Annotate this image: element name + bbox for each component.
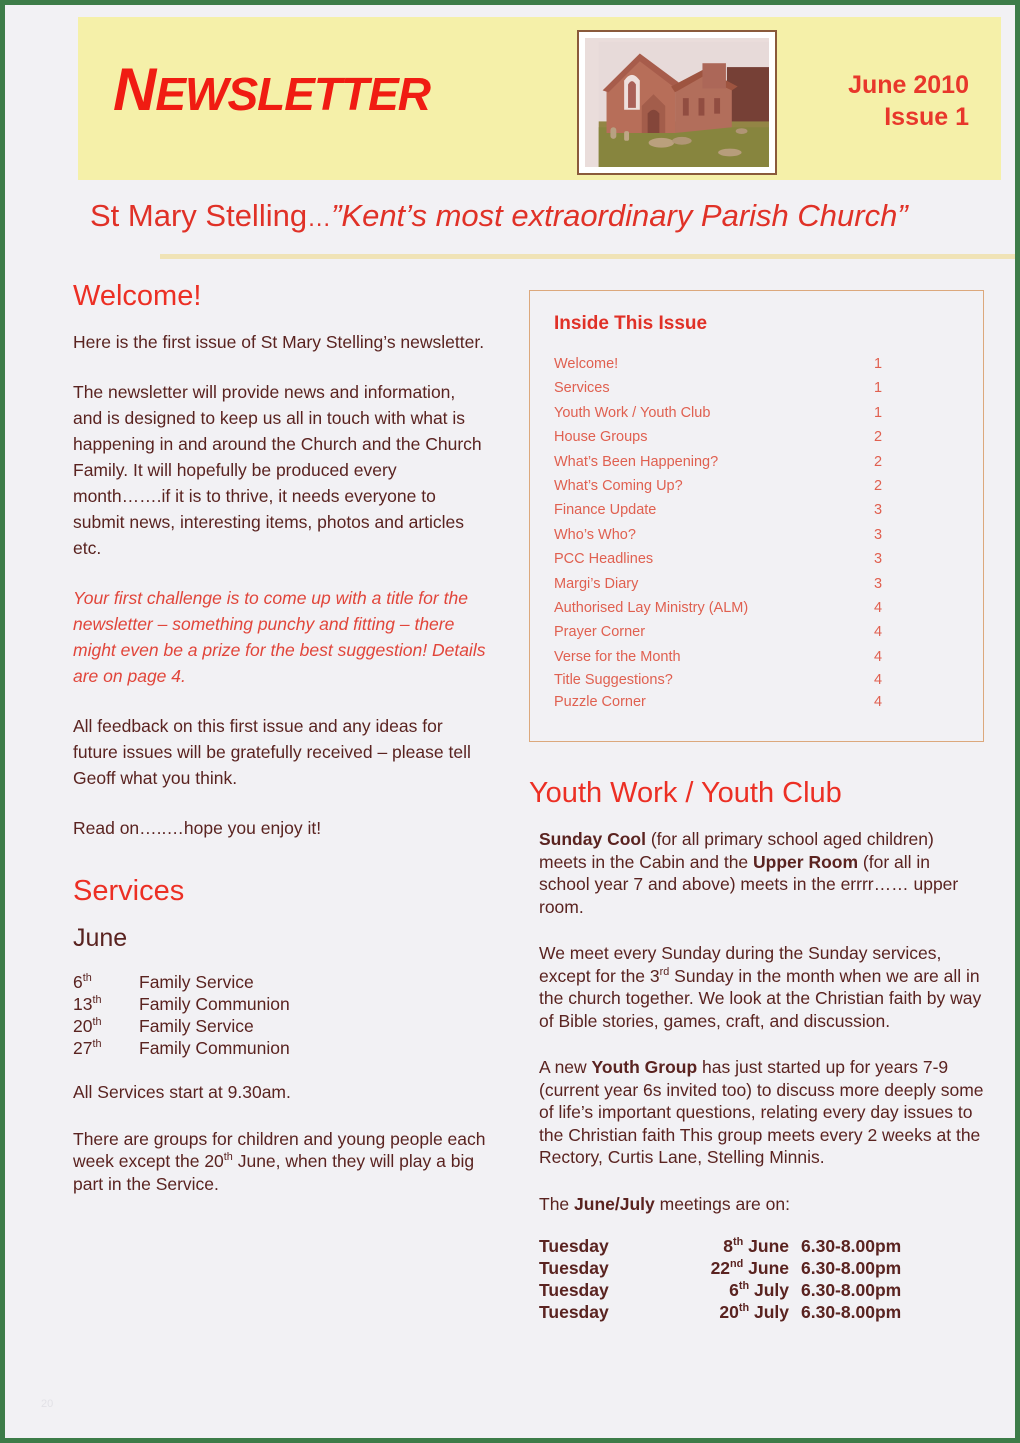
welcome-paragraph-4: Read on…..…hope you enjoy it! — [73, 818, 322, 838]
meeting-month: June — [743, 1258, 789, 1278]
table-row — [539, 1257, 901, 1279]
title-rest: EWSLETTER — [155, 68, 431, 120]
youth-p1-end: (for all in school year 7 and above) meets in the errrr…… upper room. — [539, 851, 959, 917]
meetings-table — [539, 1235, 901, 1323]
service-ordinal: th — [92, 994, 102, 1007]
meeting-date-ordinal: th — [738, 1280, 750, 1293]
sunday-cool-label: Sunday Cool — [539, 829, 646, 849]
meeting-date-ordinal: th — [733, 1236, 744, 1249]
title-first-letter: N — [113, 56, 156, 123]
meeting-time: 6.30-8.00pm — [801, 1302, 902, 1322]
groups-note-part-1: There are groups for children and young people each week except the 20 — [73, 1128, 486, 1171]
masthead-banner — [78, 17, 1001, 180]
youth-p4-start: The — [539, 1193, 575, 1214]
toc-item-page: 2 — [874, 429, 883, 446]
toc-item-page: 2 — [874, 453, 883, 470]
services-table-body — [73, 971, 290, 1059]
toc-item-label: Welcome! — [554, 356, 619, 372]
list-item[interactable] — [554, 474, 959, 498]
toc-item-page: 4 — [874, 648, 883, 665]
june-july-label: June/July — [574, 1193, 655, 1214]
service-day: 20 — [73, 1016, 93, 1036]
toc-item-label: Finance Update — [554, 502, 657, 519]
toc-item-label: Margi’s Diary — [554, 575, 639, 592]
meeting-day: Tuesday — [539, 1258, 609, 1278]
groups-note-ordinal: th — [223, 1151, 233, 1164]
header-divider — [160, 254, 1015, 259]
youth-heading: Youth Work / Youth Club — [529, 777, 842, 809]
toc-item-page: 3 — [874, 502, 883, 519]
list-item[interactable] — [554, 669, 959, 691]
meeting-date-number: 22 — [710, 1258, 731, 1278]
youth-paragraph-2 — [529, 942, 984, 1032]
meeting-time: 6.30-8.00pm — [801, 1280, 902, 1300]
toc-item-page: 1 — [874, 404, 883, 421]
youth-p3-start: A new — [539, 1057, 592, 1077]
service-name: Family Service — [139, 1016, 254, 1036]
services-start-time: All Services start at 9.30am. — [73, 1082, 291, 1102]
meeting-day: Tuesday — [539, 1236, 609, 1256]
youth-p2-part-1: We meet every Sunday during the Sunday services, except for the 3 — [539, 943, 942, 986]
toc-item-page: 3 — [874, 551, 883, 568]
welcome-challenge-paragraph: Your first challenge is to come up with a title for the newsletter – something punchy and fitting – there might even be a prize for the best suggestion! Details are on page 4. — [73, 588, 486, 686]
toc-item-label: Prayer Corner — [554, 624, 646, 641]
meeting-date — [659, 1235, 801, 1257]
toc-item-label: Authorised Lay Ministry (ALM) — [554, 600, 749, 617]
table-row — [73, 993, 290, 1015]
toc-item-page: 4 — [874, 694, 883, 711]
service-day: 6 — [73, 972, 83, 992]
youth-p4-end: meetings are on: — [654, 1193, 790, 1214]
service-ordinal: th — [92, 1038, 102, 1051]
welcome-paragraph-1: Here is the first issue of St Mary Stelling’s newsletter. — [73, 332, 485, 352]
meeting-date — [659, 1301, 801, 1323]
youth-paragraph-3 — [529, 1056, 984, 1169]
youth-p2-ordinal: rd — [659, 965, 670, 978]
services-groups-note — [73, 1128, 488, 1196]
toc-item-page: 3 — [874, 575, 883, 592]
youth-section — [529, 777, 984, 1323]
meeting-date-number: 20 — [719, 1302, 739, 1322]
strapline-quote: ”Kent’s most extraordinary Parish Church” — [331, 198, 908, 233]
table-row — [539, 1279, 901, 1301]
toc-item-label: What’s Been Happening? — [554, 453, 719, 470]
toc-item-page: 3 — [874, 526, 883, 543]
meeting-date — [659, 1279, 801, 1301]
toc-title: Inside This Issue — [554, 313, 708, 334]
issue-info — [848, 69, 969, 133]
meeting-date-number: 6 — [729, 1280, 739, 1300]
youth-paragraph-1 — [529, 828, 984, 918]
service-name: Family Service — [139, 972, 254, 992]
meeting-date — [659, 1257, 801, 1279]
service-name: Family Communion — [139, 1038, 290, 1058]
church-photo-icon — [585, 38, 769, 167]
list-item[interactable] — [554, 425, 959, 449]
toc-item-label: Title Suggestions? — [554, 672, 673, 689]
list-item[interactable] — [554, 450, 959, 474]
services-month: June — [73, 924, 128, 952]
church-strapline — [90, 198, 908, 234]
service-day: 27 — [73, 1038, 93, 1058]
right-column — [529, 290, 984, 1323]
toc-item-label: PCC Headlines — [554, 551, 654, 568]
issue-date: June 2010 — [848, 71, 969, 99]
meeting-day: Tuesday — [539, 1302, 609, 1322]
meeting-month: June — [743, 1236, 789, 1256]
church-photo — [585, 38, 769, 167]
list-item[interactable] — [554, 352, 959, 376]
youth-p1-middle: (for all primary school aged children) meets in the Cabin and the — [539, 829, 934, 872]
youth-p3-end: has just started up for years 7-9 (current year 6s invited too) to discuss more deeply some of life’s important questions, relating every day issues to the Christian faith This group meets every 2 weeks at the Rectory, Curtis Lane, Stelling Minnis. — [539, 1057, 984, 1167]
meeting-date-ordinal: th — [738, 1302, 750, 1315]
left-column — [73, 280, 488, 1219]
youth-group-label: Youth Group — [591, 1057, 698, 1077]
inside-this-issue-box — [529, 290, 984, 742]
list-item[interactable] — [554, 691, 959, 713]
issue-number: Issue 1 — [884, 103, 969, 131]
meeting-month: July — [749, 1302, 789, 1322]
meetings-table-body — [539, 1235, 901, 1323]
list-item[interactable] — [554, 620, 959, 644]
church-name: St Mary Stelling — [90, 198, 308, 233]
upper-room-label: Upper Room — [753, 851, 859, 872]
services-heading: Services — [73, 875, 185, 907]
service-ordinal: th — [82, 972, 92, 985]
table-row — [539, 1301, 901, 1323]
services-table — [73, 971, 290, 1059]
list-item[interactable] — [554, 401, 959, 425]
toc-item-label: Youth Work / Youth Club — [554, 404, 711, 421]
toc-item-label: Who’s Who? — [554, 526, 636, 543]
toc-item-page: 1 — [874, 356, 883, 372]
meeting-date-number: 8 — [723, 1236, 734, 1256]
youth-p2-part-2: Sunday in the month when we are all in the church together. We look at the Christian faith by way of Bible stories, games, craft, and discussion. — [539, 965, 982, 1031]
table-row — [73, 1015, 290, 1037]
list-item[interactable] — [554, 523, 959, 547]
service-date — [73, 993, 139, 1015]
strapline-ellipsis: … — [307, 205, 332, 232]
welcome-heading: Welcome! — [73, 280, 202, 312]
service-name: Family Communion — [139, 994, 290, 1014]
table-row — [73, 971, 290, 993]
welcome-paragraph-3: All feedback on this first issue and any ideas for future issues will be gratefully received – please tell Geoff what you think. — [73, 716, 471, 788]
table-row — [539, 1235, 901, 1257]
groups-note-part-2: June, when they will play a big part in the Service. — [73, 1151, 475, 1194]
list-item[interactable] — [554, 498, 959, 522]
list-item[interactable] — [554, 376, 959, 400]
youth-paragraph-4 — [529, 1193, 984, 1216]
footer-page-mark: 20 — [41, 1398, 54, 1410]
toc-item-page: 2 — [874, 478, 883, 495]
service-ordinal: th — [92, 1016, 102, 1029]
newsletter-title — [113, 55, 430, 124]
toc-item-page: 1 — [874, 380, 883, 397]
toc-item-label: What’s Coming Up? — [554, 478, 683, 495]
meeting-day: Tuesday — [539, 1280, 609, 1300]
service-day: 13 — [73, 994, 93, 1014]
table-row — [73, 1037, 290, 1059]
meeting-time: 6.30-8.00pm — [801, 1258, 902, 1278]
list-item[interactable] — [554, 645, 959, 669]
meeting-date-ordinal: nd — [730, 1258, 744, 1271]
welcome-paragraph-2: The newsletter will provide news and information, and is designed to keep us all in touch with what is happening in and around the Church and the Church Family. It will hopefully be produced every month…….if it is to thrive, it needs everyone to submit news, interesting items, photos and articles etc. — [73, 382, 482, 558]
toc-item-page: 4 — [874, 624, 883, 641]
list-item[interactable] — [554, 596, 959, 620]
toc-item-page: 4 — [874, 672, 883, 689]
service-date — [73, 1015, 139, 1037]
meeting-time: 6.30-8.00pm — [801, 1236, 902, 1256]
service-date — [73, 1037, 139, 1059]
toc-item-label: House Groups — [554, 429, 648, 446]
list-item[interactable] — [554, 572, 959, 596]
church-photo-frame — [577, 30, 777, 175]
meeting-month: July — [749, 1280, 789, 1300]
list-item[interactable] — [554, 547, 959, 571]
toc-item-label: Verse for the Month — [554, 648, 681, 665]
service-date — [73, 971, 139, 993]
toc-item-label: Puzzle Corner — [554, 694, 646, 711]
toc-item-page: 4 — [874, 600, 883, 617]
toc-item-label: Services — [554, 380, 610, 397]
